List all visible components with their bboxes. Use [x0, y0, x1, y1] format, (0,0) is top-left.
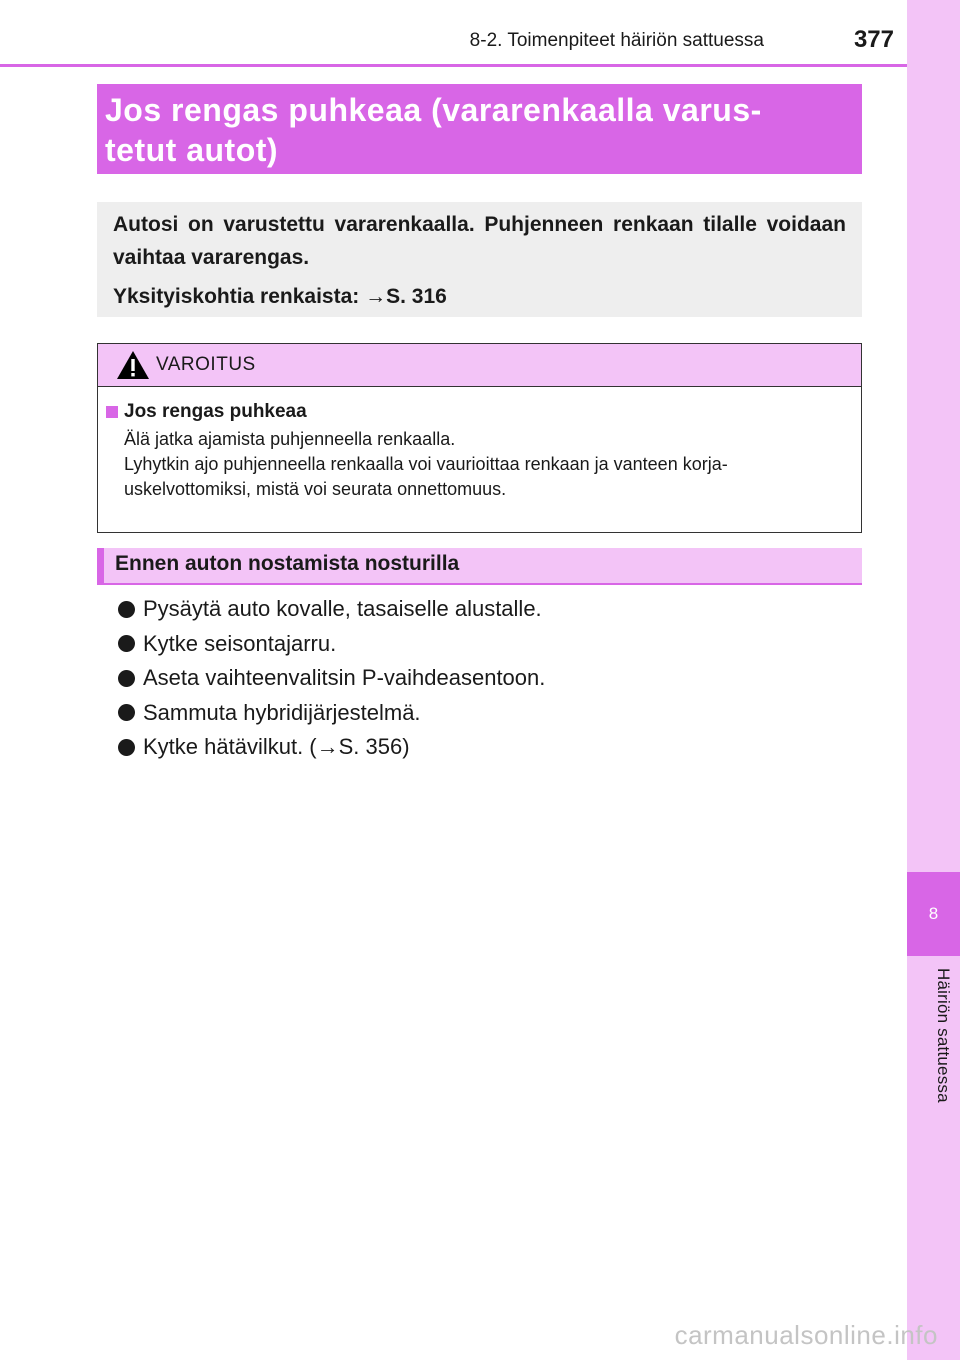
bullet-icon [118, 704, 135, 721]
bullet-icon [118, 601, 135, 618]
bullet-icon [118, 635, 135, 652]
header-section-title: 8-2. Toimenpiteet häiriön sattuessa [469, 30, 764, 51]
watermark: carmanualsonline.info [674, 1320, 938, 1350]
warning-label: VAROITUS [156, 354, 256, 375]
warning-header [98, 344, 861, 387]
intro-reference: Yksityiskohtia renkaista: →S. 316 [113, 285, 447, 308]
warning-topic [106, 401, 851, 423]
page-number: 377 [853, 26, 894, 53]
bullet-icon [118, 739, 135, 756]
warning-body [98, 387, 861, 502]
page-title-banner [97, 84, 862, 174]
warning-text [124, 427, 851, 502]
chapter-number-tab [907, 872, 960, 956]
header-divider [0, 64, 907, 67]
step-text: Kytke hätävilkut. (→S. 356) [143, 734, 410, 760]
square-bullet-icon [106, 406, 118, 418]
list-item [118, 661, 545, 696]
page-title-line-2: tetut autot) [105, 132, 279, 168]
page-title-line-1: Jos rengas puhkeaa (vararenkaalla varus- [105, 92, 762, 128]
section-heading: Ennen auton nostamista nosturilla [115, 552, 460, 575]
section-heading-bar [97, 548, 862, 585]
warning-line-1: Älä jatka ajamista puhjenneella renkaalla. [124, 429, 456, 449]
warning-topic-text: Jos rengas puhkeaa [124, 401, 307, 422]
warning-triangle-icon [116, 350, 150, 380]
step-text: Sammuta hybridijärjestelmä. [143, 699, 421, 725]
list-item [118, 627, 545, 662]
list-item [118, 592, 545, 627]
warning-line-3: uskelvottomiksi, mistä voi seurata onnettomuus. [124, 479, 507, 499]
warning-line-2: Lyhytkin ajo puhjenneella renkaalla voi vaurioittaa renkaan ja vanteen korja- [124, 454, 728, 474]
warning-box [97, 343, 862, 533]
intro-paragraph: Autosi on varustettu vararenkaalla. Puhjenneen renkaan tilalle voidaan vaihtaa vararengas. [113, 213, 846, 269]
section-heading-accent [97, 548, 104, 583]
chapter-title-vertical: Häiriön sattuessa [934, 968, 953, 1103]
chapter-number: 8 [928, 904, 939, 923]
step-text: Pysäytä auto kovalle, tasaiselle alustalle. [143, 596, 542, 622]
list-item [118, 696, 545, 731]
step-list [118, 592, 545, 765]
intro-box [97, 202, 862, 317]
step-text: Kytke seisontajarru. [143, 630, 337, 656]
bullet-icon [118, 670, 135, 687]
step-text: Aseta vaihteenvalitsin P-vaihdeasentoon. [143, 665, 546, 691]
list-item [118, 730, 545, 765]
side-tab [907, 0, 960, 1360]
